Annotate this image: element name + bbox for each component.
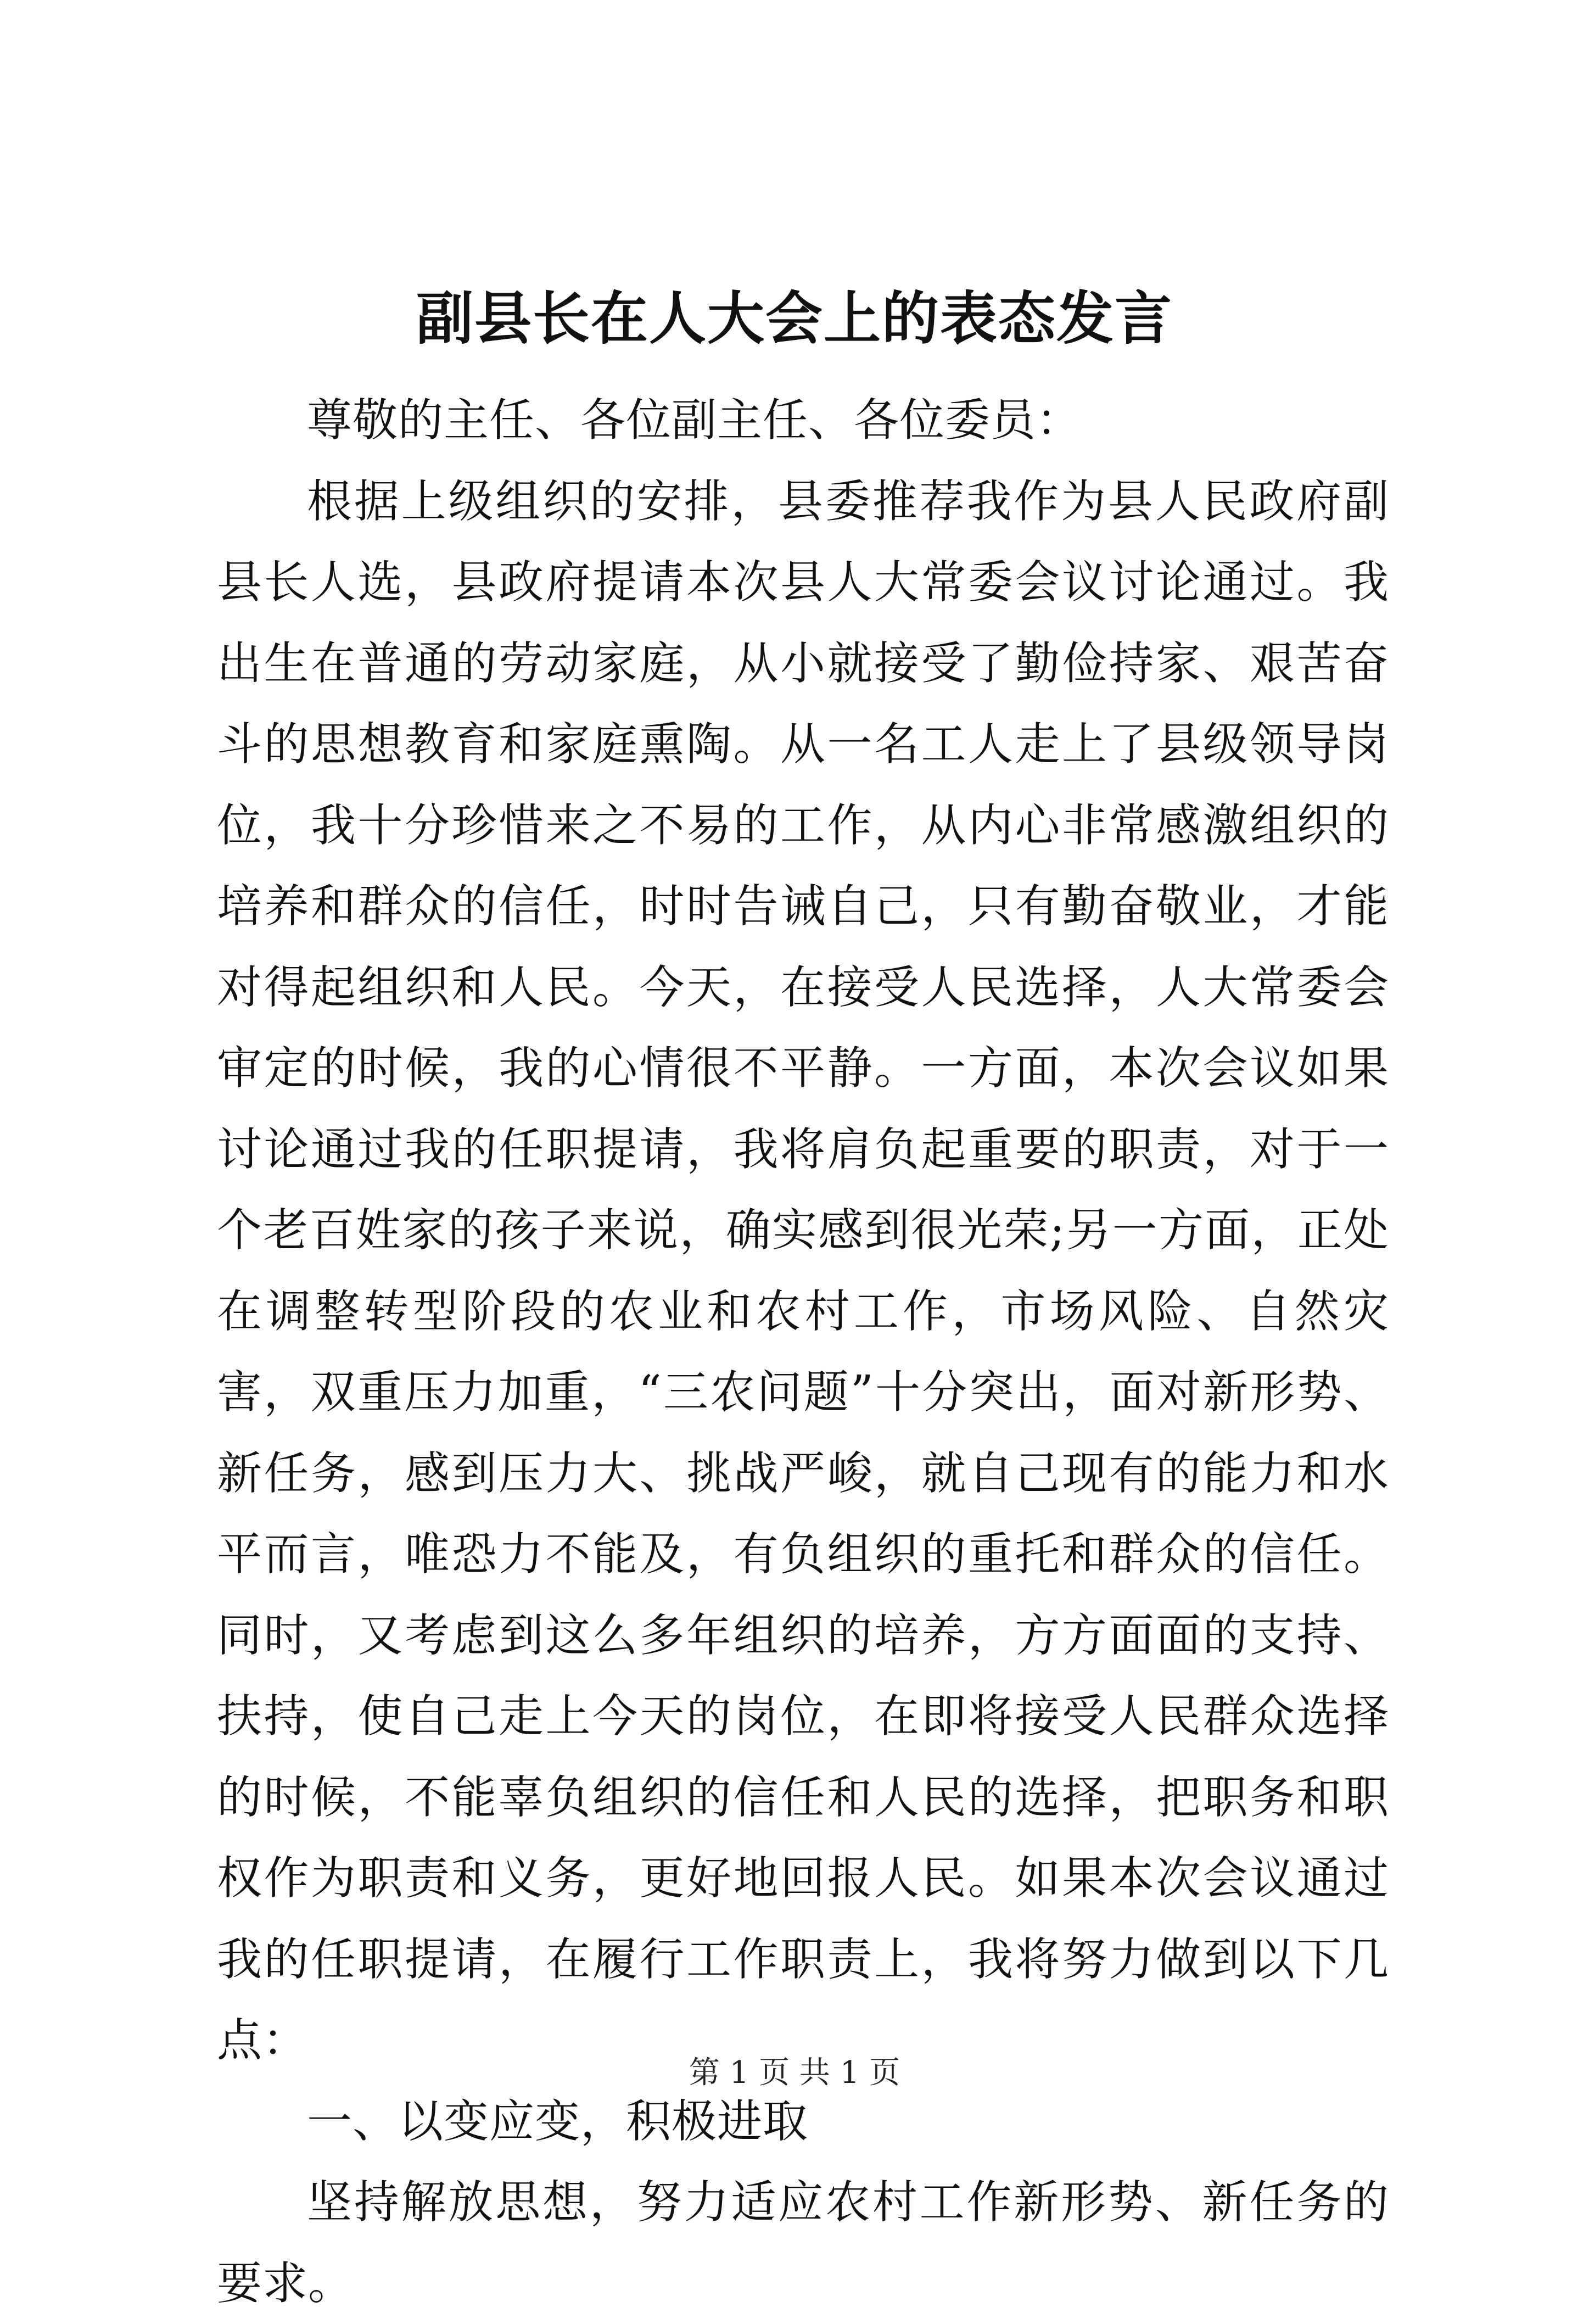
salutation-paragraph: 尊敬的主任、各位副主任、各位委员： [307,394,1082,446]
main-paragraph: 根据上级组织的安排，县委推荐我作为县人民政府副县长人选，县政府提请本次县人大常委会议讨论通过。我出生在普通的劳动家庭，从小就接受了勤俭持家、艰苦奋斗的思想教育和家庭熏陶。从一名工人走上了县级领导岗位，我十分珍惜来之不易的工作，从内心非常感激组织的培养和群众的信任，时时告诫自己，只有勤奋敬业，才能对得起组织和人民。今天，在接受人民选择，人大常委会审定的时候，我的心情很不平静。一方面，本次会议如果讨论通过我的任职提请，我将肩负起重要的职责，对于一个老百姓家的孩子来说，确实感到很光荣;另一方面，正处在调整转型阶段的农业和农村工作，市场风险、自然灾害，双重压力加重，“三农问题”十分突出，面对新形势、新任务，感到压力大、挑战严峻，就自己现有的能力和水平而言，唯恐力不能及，有负组织的重托和群众的信任。同时，又考虑到这么多年组织的培养，方方面面的支持、扶持，使自己走上今天的岗位，在即将接受人民群众选择的时候，不能辜负组织的信任和人民的选择，把职务和职权作为职责和义务，更好地回报人民。如果本次会议通过我的任职提请，在履行工作职责上，我将努力做到以下几点： [217,475,1389,2066]
section-paragraph: 坚持解放思想，努力适应农村工作新形势、新任务的要求。 [217,2176,1389,2310]
document-body [217,380,1389,2324]
page-footer: 第 1 页 共 1 页 [689,2055,900,2091]
document-title: 副县长在人大会上的表态发言 [416,284,1173,352]
section-heading: 一、以变应变，积极进取 [307,2095,809,2148]
